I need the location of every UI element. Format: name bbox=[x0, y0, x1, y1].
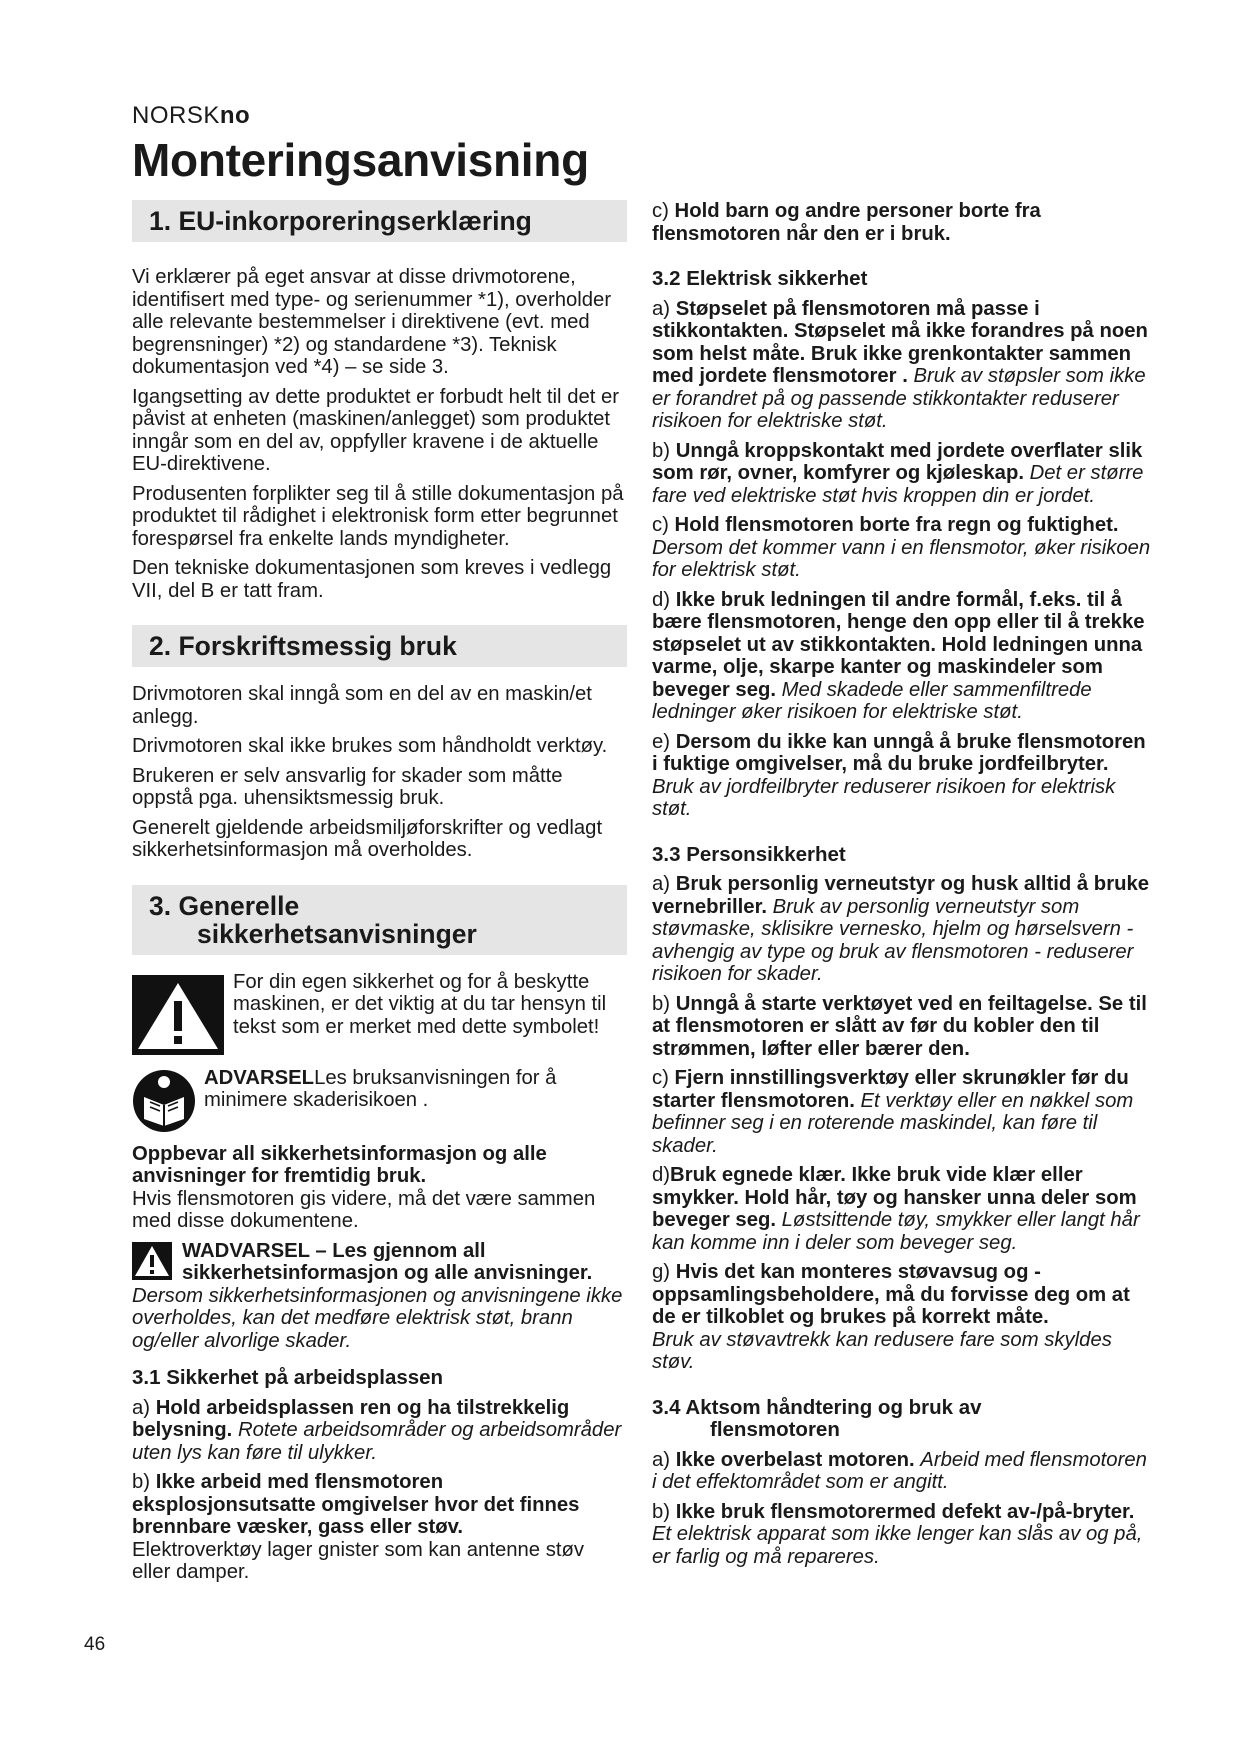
section-heading-2: 2. Forskriftsmessig bruk bbox=[132, 625, 627, 667]
list-item: c) Hold flensmotoren borte fra regn og fuktighet. Dersom det kommer vann i en flensmotor, øker risikoen for elektrisk støt. bbox=[652, 514, 1151, 581]
subsection-heading-3-3: 3.3 Personsikkerhet bbox=[652, 842, 846, 866]
left-column bbox=[132, 200, 627, 1591]
list-item: g) Hvis det kan monteres støvavsug og -oppsamlingsbeholdere, må du forvisse deg om at de er tilkoblet og brukes på korrekt måte. Bruk av støvavtrekk kan redusere fare som skyldes støv. bbox=[652, 1261, 1130, 1373]
paragraph: Produsenten forplikter seg til å stille dokumentasjon på produktet til rådighet i elektronisk form etter begrunnet forespørsel fra enkelte lands myndigheter. bbox=[132, 482, 624, 550]
warning-triangle-small-icon bbox=[132, 1242, 172, 1280]
list-item: d) Ikke bruk ledningen til andre formål, f.eks. til å bære flensmotoren, henge den opp eller til å trekke støpselet ut av stikkontakten. Hold ledningen unna varme, olje, skarpe kanter og maskindeler som beveger seg. Med skadede eller sammenfiltrede ledninger øker risikoen for elektriske støt. bbox=[652, 588, 1145, 723]
list-item: c) Hold barn og andre personer borte fra flensmotoren når den er i bruk. bbox=[652, 200, 1041, 245]
read-manual-icon bbox=[132, 1069, 196, 1133]
read-all-warning bbox=[132, 1240, 627, 1353]
read-all-warning-italic: Dersom sikkerhetsinformasjonen og anvisningene ikke overholdes, kan det medføre elektrisk støt, brann og/eller alvorlige skader. bbox=[132, 1284, 623, 1352]
list-item: b) Ikke bruk flensmotorermed defekt av-/på-bryter. Et elektrisk apparat som ikke lenger kan slås av og på, er farlig og må repareres. bbox=[652, 1500, 1143, 1568]
paragraph: Brukeren er selv ansvarlig for skader som måtte oppstå pga. uhensiktsmessig bruk. bbox=[132, 764, 563, 809]
section-heading-3-line1: 3. Generelle bbox=[149, 890, 300, 921]
paragraph: Generelt gjeldende arbeidsmiljøforskrifter og vedlagt sikkerhetsinformasjon må overholdes. bbox=[132, 816, 603, 861]
list-item: a) Hold arbeidsplassen ren og ha tilstrekkelig belysning. Rotete arbeidsområder og arbeidsområder uten lys kan føre til ulykker. bbox=[132, 1396, 622, 1464]
subsection-heading-3-1: 3.1 Sikkerhet på arbeidsplassen bbox=[132, 1366, 444, 1389]
language-code: no bbox=[219, 102, 251, 129]
list-item: c) Fjern innstillingsverktøy eller skrunøkler før du starter flensmotoren. Et verktøy eller en nøkkel som befinner seg i en roterende maskindel, kan føre til skader. bbox=[652, 1067, 1134, 1157]
paragraph: Igangsetting av dette produktet er forbudt helt til det er påvist at enheten (maskinen/anlegget) som produktet inngår som en del av, oppfyller kravene i de aktuelle EU-direktivene. bbox=[132, 385, 620, 475]
section-heading-3 bbox=[132, 885, 627, 955]
list-item: a) Støpselet på flensmotoren må passe i stikkontakten. Støpselet må ikke forandres på noen som helst måte. Bruk ikke grenkontakter sammen med jordete flensmotorer . Bruk av støpsler som ikke er forandret på og passende stikkontakter reduserer risikoen for elektriske støt. bbox=[652, 297, 1148, 432]
list-item: a) Ikke overbelast motoren. Arbeid med flensmotoren i det effektområdet som er angitt. bbox=[652, 1448, 1147, 1493]
read-all-warning-bold: WADVARSEL – Les gjennom all sikkerhetsinformasjon og alle anvisninger. bbox=[182, 1239, 593, 1284]
paragraph: Vi erklærer på eget ansvar at disse drivmotorene, identifisert med type- og serienummer *1), overholder alle relevante bestemmelser i direktivene (evt. med begrensninger) *2) og standardene *3). Teknisk dokumentasjon ved *4) – se side 3. bbox=[132, 266, 612, 378]
list-item: b) Unngå å starte verktøyet ved en feiltagelse. Se til at flensmotoren er slått av før du kobler den til strømmen, løfter eller bærer den. bbox=[652, 992, 1147, 1060]
advarsel-label: ADVARSEL bbox=[204, 1066, 315, 1089]
section-heading-1: 1. EU-inkorporeringserklæring bbox=[132, 200, 627, 242]
subsection-heading-3-4: 3.4 Aktsom håndtering og bruk av flensmotoren bbox=[652, 1395, 982, 1441]
page-number: 46 bbox=[84, 1634, 106, 1655]
warning-triangle-icon bbox=[132, 975, 224, 1055]
page-title: Monteringsanvisning bbox=[132, 134, 589, 186]
language-name: NORSK bbox=[132, 102, 220, 129]
right-column bbox=[652, 200, 1152, 1575]
section-heading-3-line2: sikkerhetsanvisninger bbox=[197, 918, 477, 949]
list-item: b) Unngå kroppskontakt med jordete overflater slik som rør, ovner, komfyrer og kjøleskap. Det er større fare ved elektriske støt hvis kroppen din er jordet. bbox=[652, 439, 1144, 507]
safety-symbol-note bbox=[132, 971, 627, 1055]
list-item: b) Ikke arbeid med flensmotoren eksplosjonsutsatte omgivelser hvor det finnes brennbare væsker, gass eller støv. Elektroverktøy lager gnister som kan antenne støv eller damper. bbox=[132, 1471, 585, 1583]
advarsel-text: ADVARSELLes bruksanvisningen for å minimere skaderisikoen . bbox=[204, 1066, 557, 1111]
paragraph: Drivmotoren skal ikke brukes som håndholdt verktøy. bbox=[132, 735, 608, 757]
keep-instructions-heading: Oppbevar all sikkerhetsinformasjon og alle anvisninger for fremtidig bruk. bbox=[132, 1142, 547, 1187]
subsection-heading-3-2: 3.2 Elektrisk sikkerhet bbox=[652, 267, 868, 290]
symbol-explanation: For din egen sikkerhet og for å beskytte maskinen, er det viktig at du tar hensyn til tekst som er merket med dette symbolet! bbox=[233, 970, 607, 1038]
read-manual-note bbox=[132, 1065, 627, 1133]
list-item: a) Bruk personlig verneutstyr og husk alltid å bruke vernebriller. Bruk av personlig verneutstyr som støvmaske, sklisikre vernesko, hjelm og hørselsvern - avhengig av type og bruk av flensmotoren - reduserer risikoen for skader. bbox=[652, 873, 1150, 985]
paragraph: Drivmotoren skal inngå som en del av en maskin/et anlegg. bbox=[132, 683, 592, 728]
paragraph: Hvis flensmotoren gis videre, må det være sammen med disse dokumentene. bbox=[132, 1187, 596, 1232]
language-label bbox=[132, 102, 250, 130]
list-item: d)Bruk egnede klær. Ikke bruk vide klær eller smykker. Hold hår, tøy og hansker unna deler som beveger seg. Løstsittende tøy, smykker eller langt hår kan komme inn i deler som beveger seg. bbox=[652, 1164, 1140, 1254]
paragraph: Den tekniske dokumentasjonen som kreves i vedlegg VII, del B er tatt fram. bbox=[132, 557, 612, 602]
list-item: e) Dersom du ikke kan unngå å bruke flensmotoren i fuktige omgivelser, må du bruke jordfeilbryter. Bruk av jordfeilbryter reduserer risikoen for elektrisk støt. bbox=[652, 730, 1146, 820]
